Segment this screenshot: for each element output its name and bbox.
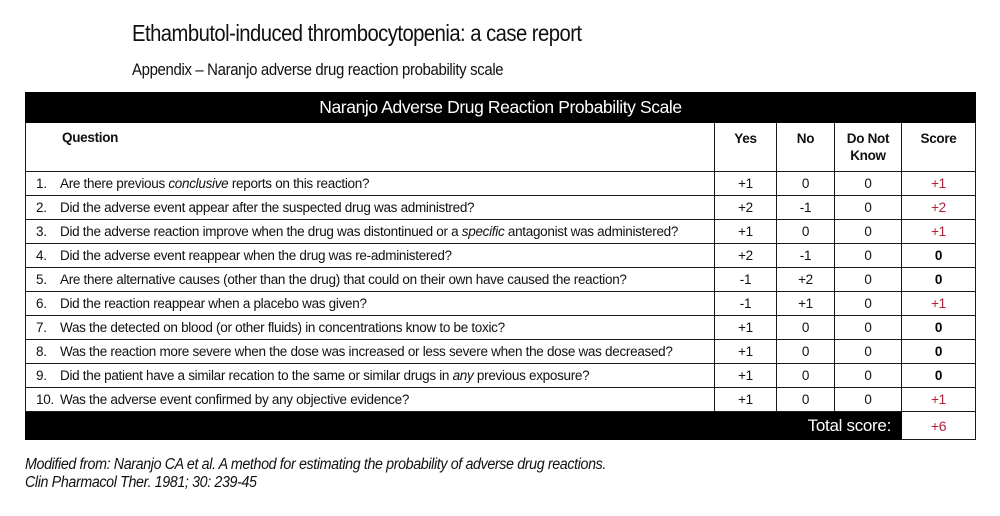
question-text: Was the detected on blood (or other fluids) in concentrations know to be toxic?: [60, 320, 505, 335]
total-score-label: Total score:: [26, 412, 902, 440]
score-cell: +1: [902, 292, 976, 316]
question-cell: [26, 340, 715, 364]
table-row: [26, 292, 976, 316]
header-do-not-know: [835, 123, 902, 172]
question-cell: [26, 244, 715, 268]
question-cell: [26, 172, 715, 196]
question-text: Did the adverse event reappear when the drug was re-administered?: [60, 248, 452, 263]
question-text: Did the adverse event appear after the suspected drug was administred?: [60, 200, 475, 215]
header-yes: Yes: [715, 123, 777, 172]
question-number: 5.: [36, 272, 47, 287]
do-not-know-value-cell: 0: [835, 340, 902, 364]
total-score-value: +6: [902, 412, 976, 440]
do-not-know-value-cell: 0: [835, 220, 902, 244]
do-not-know-value-cell: 0: [835, 388, 902, 412]
table-row: [26, 268, 976, 292]
question-text: Was the adverse event confirmed by any objective evidence?: [60, 392, 410, 407]
header-do-not-know-line2: Know: [850, 148, 886, 163]
question-emphasis: conclusive: [168, 176, 229, 191]
yes-value-cell: -1: [715, 292, 777, 316]
do-not-know-value-cell: 0: [835, 292, 902, 316]
table-header-row: [26, 123, 976, 172]
do-not-know-value-cell: 0: [835, 244, 902, 268]
yes-value-cell: -1: [715, 268, 777, 292]
question-cell: [26, 364, 715, 388]
no-value-cell: 0: [777, 340, 835, 364]
question-cell: [26, 268, 715, 292]
question-emphasis: specific: [461, 224, 505, 239]
footnote: [25, 456, 606, 492]
table-row: [26, 388, 976, 412]
yes-value-cell: +2: [715, 244, 777, 268]
table-row: [26, 172, 976, 196]
question-number: 4.: [36, 248, 47, 263]
question-cell: [26, 292, 715, 316]
score-cell: +1: [902, 388, 976, 412]
yes-value-cell: +1: [715, 340, 777, 364]
do-not-know-value-cell: 0: [835, 316, 902, 340]
table-row: [26, 364, 976, 388]
question-number: 8.: [36, 344, 47, 359]
table-row: [26, 220, 976, 244]
score-cell: 0: [902, 340, 976, 364]
question-text: Was the reaction more severe when the dose was increased or less severe when the dose was decreased?: [60, 344, 673, 359]
question-number: 6.: [36, 296, 47, 311]
question-number: 9.: [36, 368, 47, 383]
footnote-line2: Clin Pharmacol Ther. 1981; 30: 239-45: [25, 474, 257, 491]
yes-value-cell: +1: [715, 220, 777, 244]
do-not-know-value-cell: 0: [835, 364, 902, 388]
footnote-line1: Modified from: Naranjo CA et al. A method for estimating the probability of adverse drug reactions.: [25, 456, 607, 473]
table-row: [26, 196, 976, 220]
header-no: No: [777, 123, 835, 172]
question-emphasis: any: [452, 368, 474, 383]
question-text: Did the adverse reaction improve when the drug was distontinued or a: [60, 224, 462, 239]
page-title: Ethambutol-induced thrombocytopenia: a case report: [132, 20, 582, 46]
table-banner-title: Naranjo Adverse Drug Reaction Probability Scale: [26, 93, 976, 123]
score-cell: 0: [902, 364, 976, 388]
do-not-know-value-cell: 0: [835, 196, 902, 220]
question-text-end: previous exposure?: [473, 368, 590, 383]
yes-value-cell: +1: [715, 172, 777, 196]
no-value-cell: -1: [777, 244, 835, 268]
question-number: 3.: [36, 224, 47, 239]
question-cell: [26, 316, 715, 340]
table-banner-row: [26, 93, 976, 123]
question-number: 1.: [36, 176, 47, 191]
header-score: Score: [902, 123, 976, 172]
header-do-not-know-line1: Do Not: [846, 131, 890, 146]
question-text: Did the patient have a similar recation to the same or similar drugs in: [60, 368, 453, 383]
naranjo-scale-table: [25, 92, 976, 440]
question-text-end: antagonist was administered?: [504, 224, 679, 239]
question-cell: [26, 388, 715, 412]
total-row: [26, 412, 976, 440]
yes-value-cell: +1: [715, 316, 777, 340]
no-value-cell: +2: [777, 268, 835, 292]
question-number: 10.: [36, 392, 54, 407]
score-cell: 0: [902, 316, 976, 340]
no-value-cell: -1: [777, 196, 835, 220]
yes-value-cell: +1: [715, 388, 777, 412]
question-cell: [26, 196, 715, 220]
question-text: Are there alternative causes (other than the drug) that could on their own have caused the reaction?: [60, 272, 627, 287]
table-row: [26, 340, 976, 364]
question-number: 7.: [36, 320, 47, 335]
score-cell: +1: [902, 220, 976, 244]
question-text: Are there previous: [60, 176, 169, 191]
question-text-end: reports on this reaction?: [228, 176, 370, 191]
do-not-know-value-cell: 0: [835, 268, 902, 292]
page-subtitle: Appendix – Naranjo adverse drug reaction probability scale: [132, 60, 504, 79]
no-value-cell: 0: [777, 364, 835, 388]
no-value-cell: 0: [777, 388, 835, 412]
question-number: 2.: [36, 200, 47, 215]
yes-value-cell: +2: [715, 196, 777, 220]
no-value-cell: 0: [777, 220, 835, 244]
header-question: Question: [26, 123, 715, 172]
score-cell: +2: [902, 196, 976, 220]
score-cell: +1: [902, 172, 976, 196]
score-cell: 0: [902, 244, 976, 268]
question-cell: [26, 220, 715, 244]
no-value-cell: 0: [777, 316, 835, 340]
do-not-know-value-cell: 0: [835, 172, 902, 196]
score-cell: 0: [902, 268, 976, 292]
no-value-cell: 0: [777, 172, 835, 196]
yes-value-cell: +1: [715, 364, 777, 388]
table-row: [26, 244, 976, 268]
table-row: [26, 316, 976, 340]
question-text: Did the reaction reappear when a placebo was given?: [60, 296, 367, 311]
no-value-cell: +1: [777, 292, 835, 316]
